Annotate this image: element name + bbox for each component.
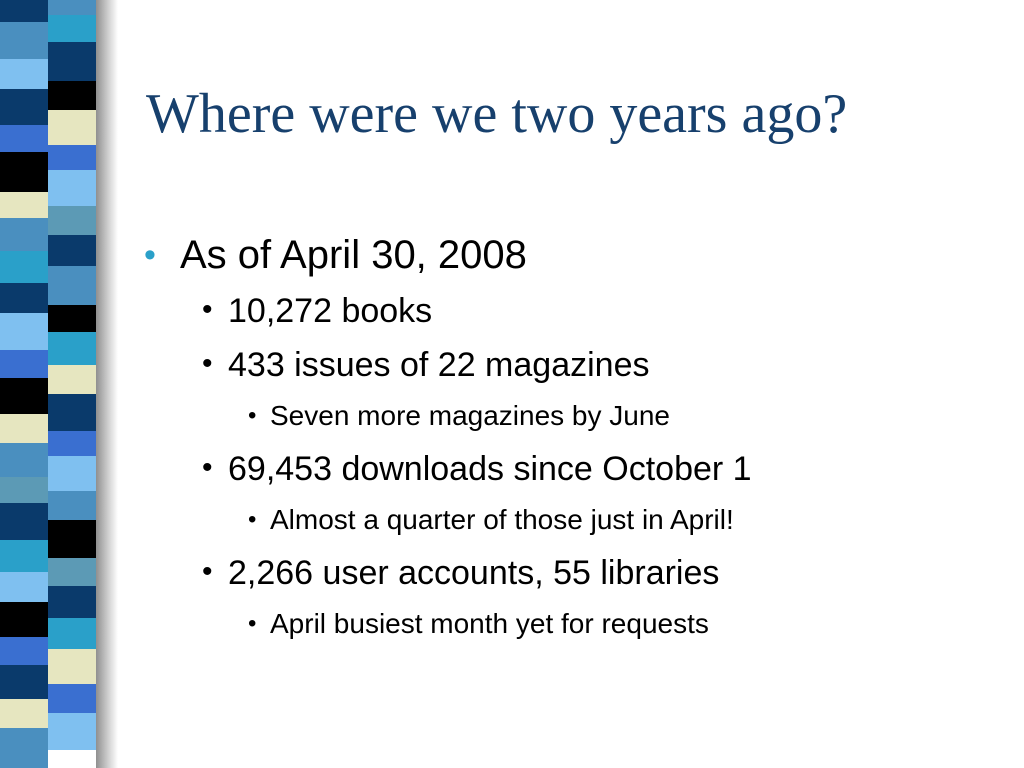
bullet-icon: • (202, 554, 213, 588)
strip-segment (48, 0, 96, 15)
strip-segment (48, 145, 96, 170)
bullet-text: 69,453 downloads since October 1 (228, 449, 752, 488)
strip-segment (0, 152, 48, 192)
strip-segment (48, 235, 96, 266)
strip-segment (48, 684, 96, 713)
strip-segment (48, 365, 96, 394)
bullet-as-of-date (140, 232, 1000, 279)
strip-shadow (96, 0, 118, 768)
bullet-icon: • (248, 609, 257, 637)
strip-segment (48, 15, 96, 42)
strip-segment (48, 305, 96, 332)
strip-segment (48, 332, 96, 365)
strip-segment (0, 125, 48, 153)
bullet-icon: • (248, 505, 257, 533)
bullet-list (140, 232, 1000, 657)
strip-segment (0, 477, 48, 503)
strip-segment (0, 443, 48, 477)
strip-segment (48, 649, 96, 684)
sub-bullet-magazines-june (244, 399, 1000, 433)
strip-segment (48, 394, 96, 431)
bullet-books (198, 291, 1000, 332)
decorative-side-strip (0, 0, 120, 768)
strip-segment (48, 520, 96, 559)
strip-segment (48, 713, 96, 750)
sub-bullet-april-quarter (244, 503, 1000, 537)
strip-segment (48, 170, 96, 207)
bullet-icon: • (248, 401, 257, 429)
strip-segment (48, 586, 96, 619)
strip-segment (48, 431, 96, 456)
bullet-icon: • (202, 450, 213, 484)
bullet-issues (198, 345, 1000, 386)
sub-bullet-busiest-month (244, 607, 1000, 641)
strip-segment (0, 728, 48, 768)
strip-segment (48, 42, 96, 81)
strip-segment (0, 503, 48, 541)
strip-band-right (48, 0, 96, 750)
strip-segment (48, 618, 96, 649)
strip-segment (0, 602, 48, 638)
strip-segment (0, 637, 48, 665)
strip-segment (0, 572, 48, 602)
strip-segment (48, 558, 96, 585)
strip-segment (0, 251, 48, 283)
strip-segment (0, 59, 48, 89)
bullet-icon: • (144, 236, 156, 274)
strip-segment (0, 313, 48, 351)
strip-segment (0, 218, 48, 252)
bullet-text: April busiest month yet for requests (270, 607, 709, 639)
strip-band-left (0, 0, 48, 768)
strip-segment (0, 378, 48, 414)
strip-segment (0, 540, 48, 572)
bullet-text: 433 issues of 22 magazines (228, 345, 650, 384)
strip-segment (0, 89, 48, 125)
strip-segment (0, 22, 48, 60)
strip-segment (48, 110, 96, 145)
strip-segment (48, 456, 96, 491)
strip-segment (0, 699, 48, 729)
slide-title: Where were we two years ago? (146, 83, 848, 145)
bullet-text: 2,266 user accounts, 55 libraries (228, 553, 720, 592)
bullet-downloads (198, 449, 1000, 490)
bullet-icon: • (202, 293, 213, 327)
strip-segment (48, 206, 96, 235)
strip-segment (0, 350, 48, 378)
bullet-text: Seven more magazines by June (270, 399, 670, 431)
strip-segment (0, 283, 48, 313)
bullet-text: Almost a quarter of those just in April! (270, 503, 734, 535)
bullet-text: 10,272 books (228, 292, 433, 331)
strip-segment (48, 491, 96, 520)
strip-segment (0, 414, 48, 444)
bullet-accounts (198, 553, 1000, 594)
strip-segment (0, 665, 48, 699)
bullet-text: As of April 30, 2008 (180, 233, 527, 277)
strip-segment (48, 266, 96, 305)
strip-segment (48, 81, 96, 110)
strip-segment (0, 0, 48, 22)
bullet-icon: • (202, 346, 213, 380)
strip-segment (0, 192, 48, 218)
